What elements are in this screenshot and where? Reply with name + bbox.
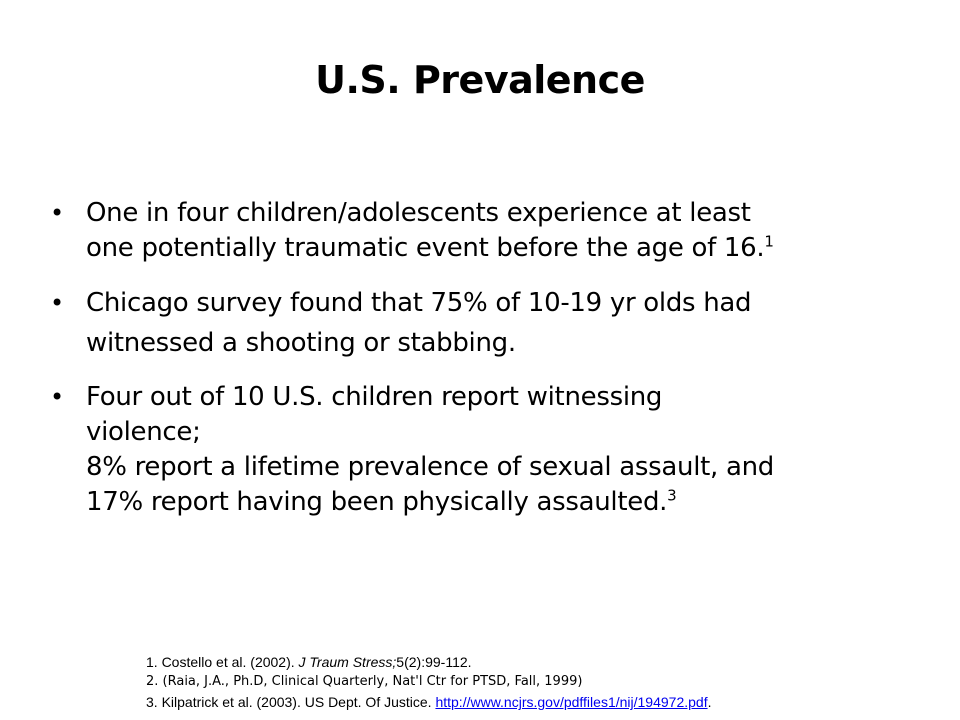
bullet-marker: • xyxy=(50,383,64,411)
bullet-text-line: Chicago survey found that 75% of 10-19 yr olds had xyxy=(86,288,752,318)
reference-1-suffix: 5(2):99-112. xyxy=(396,654,472,670)
reference-2: 2. (Raia, J.A., Ph.D, Clinical Quarterly, Nat'l Ctr for PTSD, Fall, 1999) xyxy=(146,674,583,689)
bullet-item xyxy=(48,380,928,520)
bullet-marker: • xyxy=(50,289,64,317)
reference-1-prefix: 1. Costello et al. (2002). xyxy=(146,654,299,670)
bullet-text: one potentially traumatic event before the age of 16. xyxy=(86,233,765,263)
reference-3 xyxy=(146,692,946,712)
citation-superscript: 3 xyxy=(667,486,677,505)
reference-3-link[interactable]: http://www.ncjrs.gov/pdffiles1/nij/194972.pdf xyxy=(435,694,708,710)
bullet-text-line: One in four children/adolescents experience at least xyxy=(86,198,751,228)
slide-title: U.S. Prevalence xyxy=(315,58,645,102)
references xyxy=(146,652,946,712)
reference-3-prefix: 3. Kilpatrick et al. (2003). US Dept. Of Justice. xyxy=(146,694,436,710)
bullet-text-line: witnessed a shooting or stabbing. xyxy=(86,328,516,358)
bullet-marker: • xyxy=(50,199,64,227)
bullet-item xyxy=(48,196,928,266)
bullet-text-line: 8% report a lifetime prevalence of sexual assault, and xyxy=(86,452,774,482)
citation-superscript: 1 xyxy=(764,232,774,251)
bullet-text-line: Four out of 10 U.S. children report witnessing xyxy=(86,382,663,412)
reference-1-journal: J Traum Stress; xyxy=(298,654,397,670)
bullet-text-line: violence; xyxy=(86,417,201,447)
bullet-text: 17% report having been physically assaulted. xyxy=(86,487,668,517)
bullet-list xyxy=(48,196,928,537)
bullet-text-line xyxy=(86,485,928,520)
reference-1 xyxy=(146,652,946,672)
bullet-item xyxy=(48,283,928,363)
reference-3-suffix: . xyxy=(707,694,712,710)
bullet-text-line xyxy=(86,231,928,266)
